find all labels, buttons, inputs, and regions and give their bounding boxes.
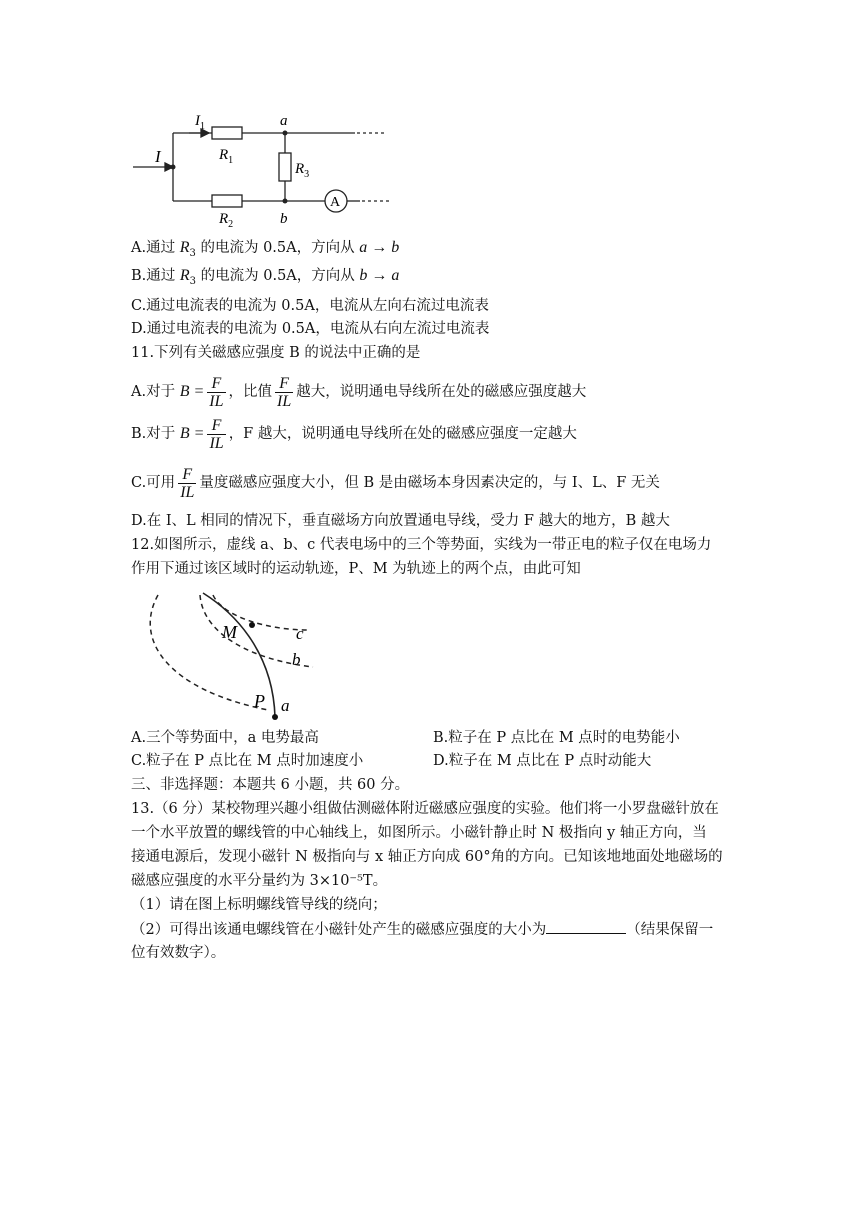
q11-option-c: C.可用 $\frac{F}{IL}$ 量度磁感应强度大小，但 B 是由磁场本身因素决定的，与 I、L、F 无关 <box>131 465 660 501</box>
q13-line2: 一个水平放置的螺线管的中心轴线上，如图所示。小磁针静止时 N 极指向 y 轴正方向，当 <box>131 825 707 841</box>
q12-option-d: D.粒子在 M 点比在 P 点时动能大 <box>433 753 652 769</box>
label-M: M <box>222 622 237 642</box>
label-b2: b <box>292 650 301 669</box>
q13-part2-cont: 位有效数字）。 <box>131 945 226 961</box>
label-R1: $R_1$ <box>219 147 234 166</box>
circuit-diagram <box>125 95 405 230</box>
label-b: b <box>280 211 288 227</box>
label-a2: a <box>281 696 290 715</box>
label-c: c <box>296 624 304 643</box>
q10-option-a: A.通过 $R_3$ 的电流为 0.5A，方向从 a → b <box>131 239 400 259</box>
label-R3: $R_3$ <box>295 161 310 180</box>
q13-line3: 接通电源后，发现小磁针 N 极指向与 x 轴正方向成 60°角的方向。已知该地地面处地磁场的 <box>131 849 723 865</box>
q12-option-a: A.三个等势面中，a 电势最高 <box>131 730 319 746</box>
label-I: I <box>155 147 161 166</box>
section-heading: 三、非选择题：本题共 6 小题，共 60 分。 <box>131 777 410 793</box>
q11-option-a: A.对于 B = $\frac{F}{IL}$ ，比值 $\frac{F}{IL}$ 越大，说明通电导线所在处的磁感应强度越大 <box>131 374 587 410</box>
q13-part2: （2）可得出该通电螺线管在小磁针处产生的磁感应强度的大小为 （结果保留一 <box>131 919 713 940</box>
q10-option-b: B.通过 $R_3$ 的电流为 0.5A，方向从 b → a <box>131 267 400 287</box>
q13-line1: 13.（6 分）某校物理兴趣小组做估测磁体附近磁感应强度的实验。他们将一小罗盘磁针放在 <box>131 801 719 817</box>
q10-option-d: D.通过电流表的电流为 0.5A，电流从右向左流过电流表 <box>131 321 490 337</box>
equipotential-diagram <box>128 585 328 725</box>
q11-stem: 11.下列有关磁感应强度 B 的说法中正确的是 <box>131 345 421 361</box>
q11-option-d: D.在 I、L 相同的情况下，垂直磁场方向放置通电导线，受力 F 越大的地方，B 越大 <box>131 513 670 529</box>
q13-line4: 磁感应强度的水平分量约为 3×10⁻⁵T。 <box>131 873 388 889</box>
q13-part1: （1）请在图上标明螺线管导线的绕向； <box>131 897 387 913</box>
q12-option-c: C.粒子在 P 点比在 M 点时加速度小 <box>131 753 364 769</box>
label-P: P <box>254 691 265 711</box>
q10-option-c: C.通过电流表的电流为 0.5A，电流从左向右流过电流表 <box>131 298 489 314</box>
label-R2: $R_2$ <box>219 211 234 230</box>
q12-stem-line1: 12.如图所示，虚线 a、b、c 代表电场中的三个等势面，实线为一带正电的粒子仅在电场力 <box>131 537 712 553</box>
ammeter-label: A <box>330 195 341 210</box>
label-a: a <box>280 113 288 129</box>
label-I1: $I_1$ <box>195 113 205 132</box>
q11-option-b: B.对于 B = $\frac{F}{IL}$ ，F 越大，说明通电导线所在处的磁感应强度一定越大 <box>131 416 577 452</box>
q12-option-b: B.粒子在 P 点比在 M 点时的电势能小 <box>433 730 680 746</box>
q12-stem-line2: 作用下通过该区域时的运动轨迹，P、M 为轨迹上的两个点，由此可知 <box>131 561 581 577</box>
answer-blank[interactable] <box>546 919 626 934</box>
